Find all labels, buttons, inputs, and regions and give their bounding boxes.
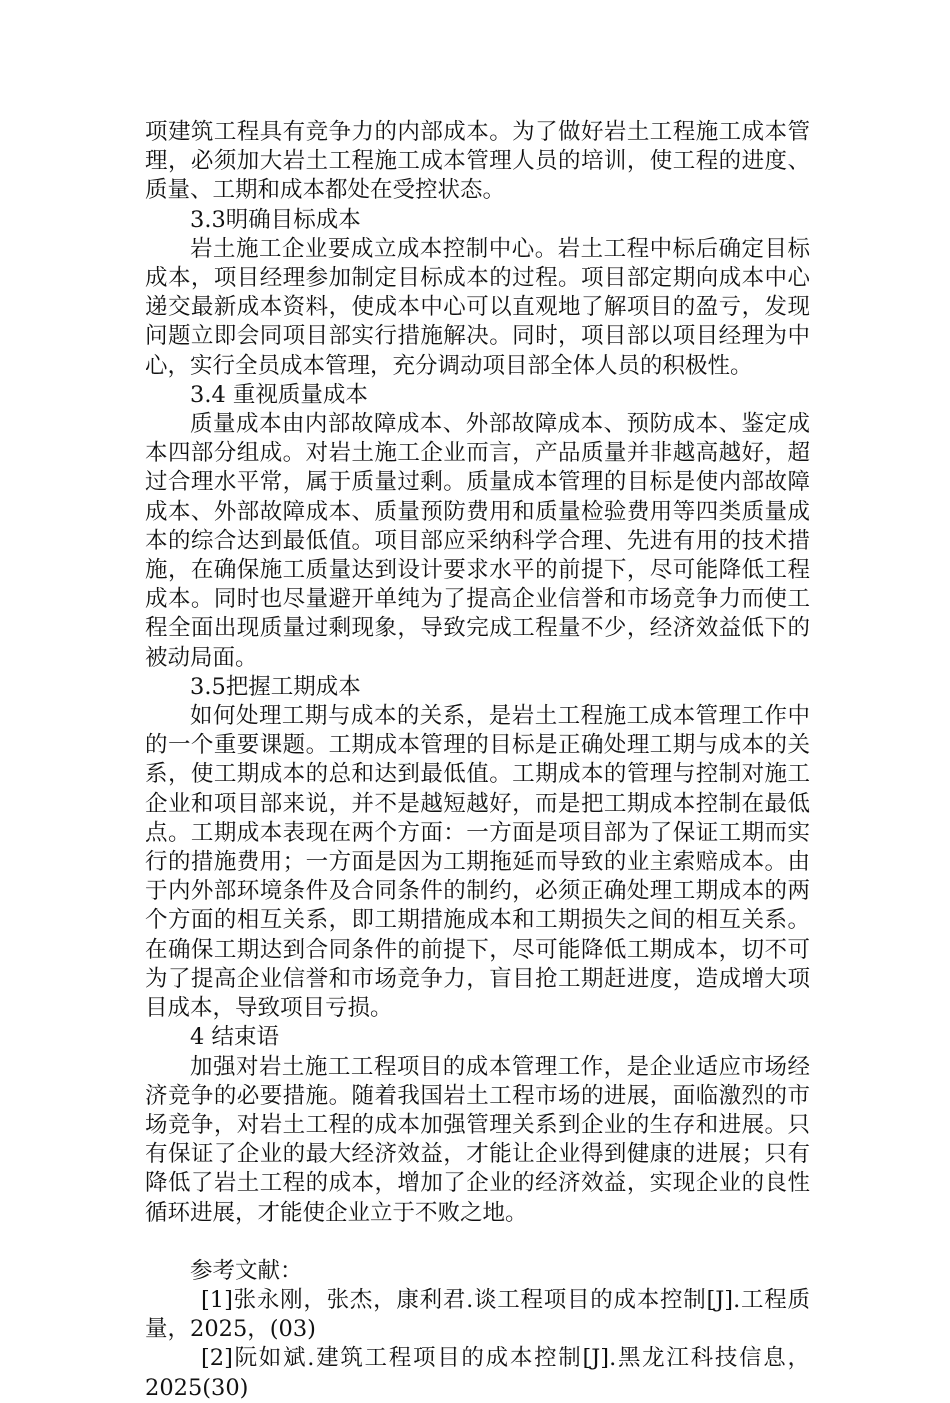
reference-item: [2]阮如斌.建筑工程项目的成本控制[J].黑龙江科技信息，2025(30) — [145, 1345, 810, 1401]
section-heading-3-5: 3.5把握工期成本 — [190, 673, 361, 700]
body-paragraph: 岩土施工企业要成立成本控制中心。岩土工程中标后确定目标成本，项目经理参加制定目标成本的过程。项目部定期向成本中心递交最新成本资料，使成本中心可以直观地了解项目的盈亏，发现问题立即会同项目部实行措施解决。同时，项目部以项目经理为中心，实行全员成本管理，充分调动项目部全体人员的积极性。 — [145, 235, 810, 379]
body-paragraph: 质量成本由内部故障成本、外部故障成本、预防成本、鉴定成本四部分组成。对岩土施工企业而言，产品质量并非越高越好，超过合理水平常，属于质量过剩。质量成本管理的目标是使内部故障成本、外部故障成本、质量预防费用和质量检验费用等四类质量成本的综合达到最低值。项目部应采纳科学合理、先进有用的技术措施，在确保施工质量达到设计要求水平的前提下，尽可能降低工程成本。同时也尽量避开单纯为了提高企业信誉和市场竞争力而使工程全面出现质量过剩现象，导致完成工程量不少，经济效益低下的被动局面。 — [145, 411, 810, 671]
body-paragraph: 加强对岩土施工工程项目的成本管理工作，是企业适应市场经济竞争的必要措施。随着我国岩土工程市场的进展，面临激烈的市场竞争，对岩土工程的成本加强管理关系到企业的生存和进展。只有保证了企业的最大经济效益，才能让企业得到健康的进展；只有降低了岩土工程的成本，增加了企业的经济效益，实现企业的良性循环进展，才能使企业立于不败之地。 — [145, 1053, 810, 1226]
spacer — [145, 1228, 810, 1257]
body-paragraph: 项建筑工程具有竞争力的内部成本。为了做好岩土工程施工成本管理，必须加大岩土工程施工成本管理人员的培训，使工程的进度、质量、工期和成本都处在受控状态。 — [145, 119, 810, 204]
section-heading-3-3: 3.3明确目标成本 — [190, 206, 361, 233]
section-heading-4: 4 结束语 — [190, 1024, 279, 1051]
references-title: 参考文献： — [190, 1257, 303, 1284]
reference-item: [1]张永刚，张杰，康利君.谈工程项目的成本控制[J].工程质量，2025，(03) — [145, 1286, 810, 1343]
document-body — [145, 118, 810, 1403]
body-paragraph: 如何处理工期与成本的关系，是岩土工程施工成本管理工作中的一个重要课题。工期成本管理的目标是正确处理工期与成本的关系，使工期成本的总和达到最低值。工期成本的管理与控制对施工企业和项目部来说，并不是越短越好，而是把工期成本控制在最低点。工期成本表现在两个方面：一方面是项目部为了保证工期而实行的措施费用；一方面是因为工期拖延而导致的业主索赔成本。由于内外部环境条件及合同条件的制约，必须正确处理工期成本的两个方面的相互关系，即工期措施成本和工期损失之间的相互关系。在确保工期达到合同条件的前提下，尽可能降低工期成本，切不可为了提高企业信誉和市场竞争力，盲目抢工期赶进度，造成增大项目成本，导致项目亏损。 — [145, 703, 810, 1022]
section-heading-3-4: 3.4 重视质量成本 — [190, 381, 368, 408]
